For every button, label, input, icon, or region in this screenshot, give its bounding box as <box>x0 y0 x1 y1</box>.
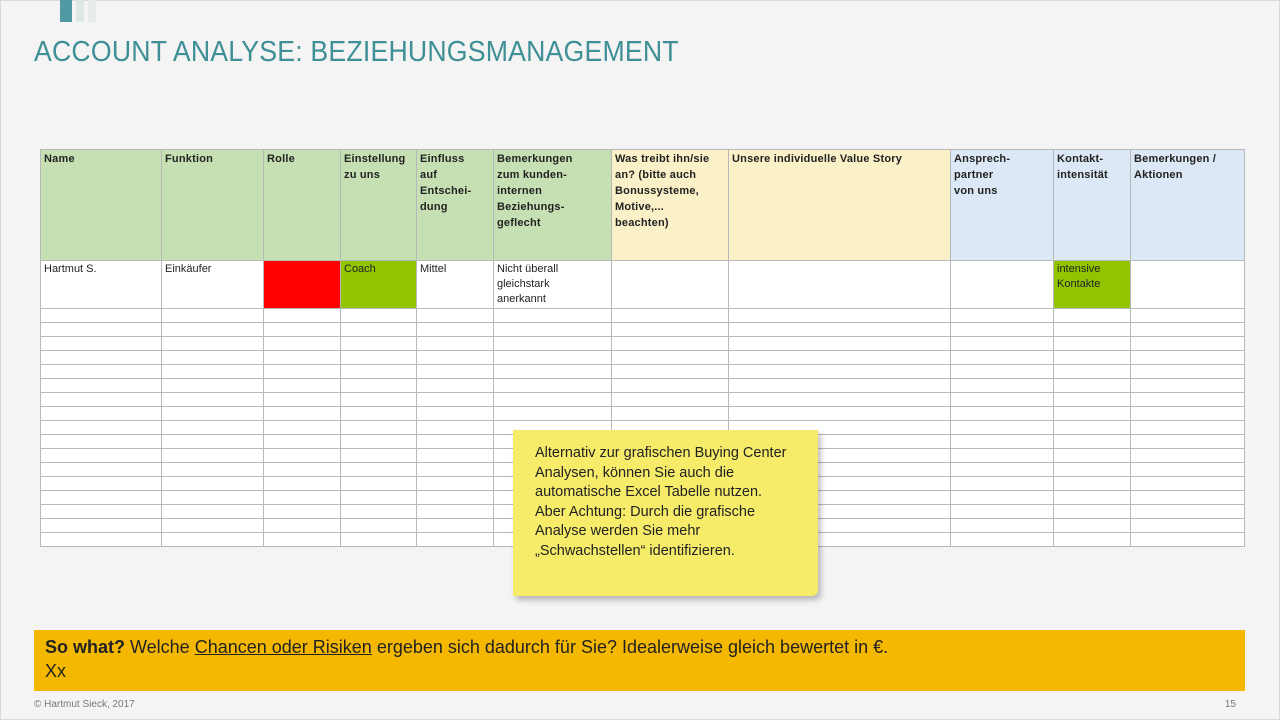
table-cell[interactable] <box>1131 435 1245 449</box>
table-row <box>41 309 1245 323</box>
table-cell[interactable] <box>417 323 494 337</box>
table-cell[interactable] <box>341 477 417 491</box>
table-cell[interactable] <box>951 519 1054 533</box>
table-cell[interactable] <box>729 393 951 407</box>
table-cell[interactable] <box>1054 449 1131 463</box>
table-cell[interactable] <box>41 379 162 393</box>
header-value-story: Unsere individuelle Value Story <box>729 150 951 261</box>
table-cell[interactable] <box>264 505 341 519</box>
table-cell[interactable] <box>417 421 494 435</box>
table-cell[interactable] <box>951 505 1054 519</box>
table-cell[interactable] <box>417 505 494 519</box>
sticky-note-text <box>535 444 805 561</box>
table-cell[interactable] <box>162 519 264 533</box>
header-funktion: Funktion <box>162 150 264 261</box>
table-cell[interactable] <box>264 449 341 463</box>
table-cell[interactable] <box>951 365 1054 379</box>
table-row <box>41 365 1245 379</box>
table-cell[interactable] <box>264 365 341 379</box>
table-cell[interactable] <box>1131 505 1245 519</box>
table-cell[interactable] <box>341 309 417 323</box>
table-row <box>41 407 1245 421</box>
table-cell[interactable] <box>41 421 162 435</box>
table-cell[interactable] <box>341 533 417 547</box>
table-cell[interactable] <box>264 323 341 337</box>
so-what-placeholder: Xx <box>45 661 67 681</box>
footer-page-number: 15 <box>1224 699 1236 710</box>
table-cell[interactable] <box>417 435 494 449</box>
slide-title: ACCOUNT ANALYSE: BEZIEHUNGSMANAGEMENT <box>34 36 679 68</box>
table-cell[interactable] <box>162 393 264 407</box>
table-cell[interactable] <box>1131 407 1245 421</box>
table-cell[interactable] <box>729 337 951 351</box>
table-cell[interactable] <box>264 379 341 393</box>
table-cell[interactable] <box>494 407 612 421</box>
table-cell[interactable] <box>41 337 162 351</box>
sticky-note-body: Alternativ zur grafischen Buying Center Analysen, können Sie auch die automatische Excel Tabelle nutzen. Aber Achtung: Durch die grafische Analyse werden Sie mehr „Schwachstellen“ identifizieren. <box>535 445 787 559</box>
table-cell[interactable] <box>494 379 612 393</box>
table-cell[interactable] <box>951 491 1054 505</box>
footer-copyright: © Hartmut Sieck, 2017 <box>34 699 135 710</box>
so-what-question <box>45 637 888 658</box>
so-what-underlined: Chancen oder Risiken <box>194 637 372 657</box>
table-cell[interactable] <box>951 393 1054 407</box>
table-cell[interactable] <box>612 351 729 365</box>
table-cell[interactable] <box>1131 337 1245 351</box>
table-cell[interactable] <box>417 407 494 421</box>
table-cell[interactable] <box>41 491 162 505</box>
table-cell[interactable] <box>264 435 341 449</box>
header-bemerkungen: Bemerkungen zum kunden- internen Beziehungs- geflecht <box>494 150 612 261</box>
table-cell[interactable] <box>41 393 162 407</box>
table-cell[interactable] <box>1131 449 1245 463</box>
header-einstellung: Einstellung zu uns <box>341 150 417 261</box>
table-cell[interactable] <box>341 435 417 449</box>
table-cell[interactable] <box>162 463 264 477</box>
table-cell[interactable] <box>162 533 264 547</box>
table-cell[interactable] <box>341 505 417 519</box>
table-cell[interactable] <box>341 351 417 365</box>
header-rolle: Rolle <box>264 150 341 261</box>
table-cell[interactable] <box>264 421 341 435</box>
table-cell[interactable] <box>612 323 729 337</box>
table-cell[interactable] <box>1054 309 1131 323</box>
cell-antrieb[interactable] <box>612 261 729 309</box>
table-cell[interactable] <box>1054 323 1131 337</box>
table-cell[interactable] <box>162 407 264 421</box>
table-cell[interactable] <box>951 449 1054 463</box>
header-kontaktintensitaet: Kontakt- intensität <box>1054 150 1131 261</box>
table-cell[interactable] <box>494 309 612 323</box>
table-cell[interactable] <box>41 533 162 547</box>
table-cell[interactable] <box>729 309 951 323</box>
table-cell[interactable] <box>612 309 729 323</box>
so-what-pre: Welche <box>125 637 195 657</box>
table-cell[interactable] <box>729 365 951 379</box>
table-cell[interactable] <box>341 519 417 533</box>
so-what-label: So what? <box>45 637 125 657</box>
table-cell[interactable] <box>417 365 494 379</box>
table-cell[interactable] <box>951 309 1054 323</box>
table-cell[interactable] <box>1131 477 1245 491</box>
table-cell[interactable] <box>1054 379 1131 393</box>
table-cell[interactable] <box>162 505 264 519</box>
table-row <box>41 261 1245 309</box>
cell-rolle[interactable]: ? <box>264 261 341 309</box>
table-cell[interactable] <box>1131 393 1245 407</box>
table-cell[interactable] <box>264 491 341 505</box>
logo-bar-2 <box>76 0 84 22</box>
cell-kontaktintensitaet[interactable]: intensive Kontakte <box>1054 261 1131 309</box>
table-cell[interactable] <box>1131 533 1245 547</box>
table-cell[interactable] <box>1054 533 1131 547</box>
table-cell[interactable] <box>162 379 264 393</box>
table-cell[interactable] <box>341 449 417 463</box>
table-row <box>41 351 1245 365</box>
table-cell[interactable] <box>41 505 162 519</box>
table-cell[interactable] <box>612 365 729 379</box>
table-cell[interactable] <box>162 491 264 505</box>
table-row <box>41 393 1245 407</box>
table-cell[interactable] <box>264 337 341 351</box>
table-cell[interactable] <box>729 323 951 337</box>
header-name: Name <box>41 150 162 261</box>
table-cell[interactable] <box>1131 351 1245 365</box>
table-cell[interactable] <box>612 337 729 351</box>
table-cell[interactable] <box>1054 337 1131 351</box>
table-cell[interactable] <box>951 533 1054 547</box>
table-cell[interactable] <box>612 393 729 407</box>
table-cell[interactable] <box>341 393 417 407</box>
table-cell[interactable] <box>162 421 264 435</box>
table-cell[interactable] <box>951 421 1054 435</box>
table-cell[interactable] <box>41 449 162 463</box>
table-cell[interactable] <box>417 477 494 491</box>
table-cell[interactable] <box>1131 365 1245 379</box>
cell-funktion[interactable]: Einkäufer <box>162 261 264 309</box>
cell-aktionen[interactable] <box>1131 261 1245 309</box>
table-cell[interactable] <box>341 365 417 379</box>
table-cell[interactable] <box>264 309 341 323</box>
table-cell[interactable] <box>162 435 264 449</box>
table-cell[interactable] <box>417 309 494 323</box>
table-cell[interactable] <box>264 519 341 533</box>
table-cell[interactable] <box>341 421 417 435</box>
cell-ansprechpartner[interactable] <box>951 261 1054 309</box>
table-cell[interactable] <box>1054 463 1131 477</box>
table-row <box>41 379 1245 393</box>
table-cell[interactable] <box>951 323 1054 337</box>
cell-einstellung[interactable]: Coach <box>341 261 417 309</box>
table-cell[interactable] <box>729 351 951 365</box>
table-cell[interactable] <box>417 519 494 533</box>
table-cell[interactable] <box>951 379 1054 393</box>
table-cell[interactable] <box>417 449 494 463</box>
table-cell[interactable] <box>264 351 341 365</box>
table-cell[interactable] <box>494 323 612 337</box>
table-cell[interactable] <box>162 365 264 379</box>
table-cell[interactable] <box>264 463 341 477</box>
table-cell[interactable] <box>162 477 264 491</box>
table-cell[interactable] <box>951 407 1054 421</box>
table-cell[interactable] <box>341 379 417 393</box>
table-cell[interactable] <box>341 463 417 477</box>
table-cell[interactable] <box>729 407 951 421</box>
table-cell[interactable] <box>1131 491 1245 505</box>
table-cell[interactable] <box>162 449 264 463</box>
sticky-note <box>513 430 818 596</box>
table-cell[interactable] <box>162 351 264 365</box>
table-cell[interactable] <box>612 407 729 421</box>
table-cell[interactable] <box>264 477 341 491</box>
table-cell[interactable] <box>417 337 494 351</box>
table-cell[interactable] <box>264 407 341 421</box>
table-cell[interactable] <box>951 351 1054 365</box>
table-cell[interactable] <box>41 477 162 491</box>
table-cell[interactable] <box>951 337 1054 351</box>
header-aktionen: Bemerkungen / Aktionen <box>1131 150 1245 261</box>
table-cell[interactable] <box>341 323 417 337</box>
table-cell[interactable] <box>41 407 162 421</box>
table-cell[interactable] <box>1054 351 1131 365</box>
table-cell[interactable] <box>494 351 612 365</box>
table-cell[interactable] <box>1054 435 1131 449</box>
table-row <box>41 337 1245 351</box>
header-row <box>41 150 1245 261</box>
table-cell[interactable] <box>417 463 494 477</box>
table-cell[interactable] <box>494 365 612 379</box>
table-cell[interactable] <box>41 519 162 533</box>
table-cell[interactable] <box>1054 365 1131 379</box>
table-cell[interactable] <box>162 323 264 337</box>
table-cell[interactable] <box>417 393 494 407</box>
table-cell[interactable] <box>264 393 341 407</box>
table-cell[interactable] <box>417 351 494 365</box>
table-cell[interactable] <box>41 351 162 365</box>
logo-bar-1 <box>60 0 72 22</box>
table-cell[interactable] <box>1131 463 1245 477</box>
header-ansprechpartner: Ansprech- partner von uns <box>951 150 1054 261</box>
table-cell[interactable] <box>264 533 341 547</box>
table-cell[interactable] <box>341 337 417 351</box>
cell-bemerkungen[interactable]: Nicht überall gleichstark anerkannt <box>494 261 612 309</box>
table-cell[interactable] <box>41 309 162 323</box>
table-cell[interactable] <box>341 407 417 421</box>
table-cell[interactable] <box>1054 491 1131 505</box>
table-cell[interactable] <box>1054 407 1131 421</box>
table-cell[interactable] <box>1054 519 1131 533</box>
table-cell[interactable] <box>1054 393 1131 407</box>
table-cell[interactable] <box>1131 519 1245 533</box>
table-cell[interactable] <box>341 491 417 505</box>
table-cell[interactable] <box>417 379 494 393</box>
cell-name[interactable]: Hartmut S. <box>41 261 162 309</box>
table-cell[interactable] <box>1131 379 1245 393</box>
table-cell[interactable] <box>1131 323 1245 337</box>
table-cell[interactable] <box>417 533 494 547</box>
table-cell[interactable] <box>162 309 264 323</box>
table-cell[interactable] <box>162 337 264 351</box>
cell-value-story[interactable] <box>729 261 951 309</box>
table-cell[interactable] <box>1131 421 1245 435</box>
table-cell[interactable] <box>612 379 729 393</box>
table-row <box>41 323 1245 337</box>
table-cell[interactable] <box>494 393 612 407</box>
cell-einfluss[interactable]: Mittel <box>417 261 494 309</box>
table-cell[interactable] <box>41 435 162 449</box>
table-cell[interactable] <box>41 365 162 379</box>
table-cell[interactable] <box>417 491 494 505</box>
so-what-banner <box>34 630 1245 691</box>
table-cell[interactable] <box>41 323 162 337</box>
table-cell[interactable] <box>41 463 162 477</box>
table-cell[interactable] <box>729 379 951 393</box>
table-cell[interactable] <box>951 463 1054 477</box>
table-cell[interactable] <box>494 337 612 351</box>
table-cell[interactable] <box>1054 421 1131 435</box>
logo-bar-3 <box>88 0 96 22</box>
table-cell[interactable] <box>1131 309 1245 323</box>
header-antrieb: Was treibt ihn/sie an? (bitte auch Bonussysteme, Motive,... beachten) <box>612 150 729 261</box>
table-cell[interactable] <box>1054 477 1131 491</box>
table-cell[interactable] <box>951 435 1054 449</box>
header-einfluss: Einfluss auf Entschei- dung <box>417 150 494 261</box>
table-cell[interactable] <box>951 477 1054 491</box>
so-what-post: ergeben sich dadurch für Sie? Idealerweise gleich bewertet in €. <box>371 637 889 657</box>
table-cell[interactable] <box>1054 505 1131 519</box>
